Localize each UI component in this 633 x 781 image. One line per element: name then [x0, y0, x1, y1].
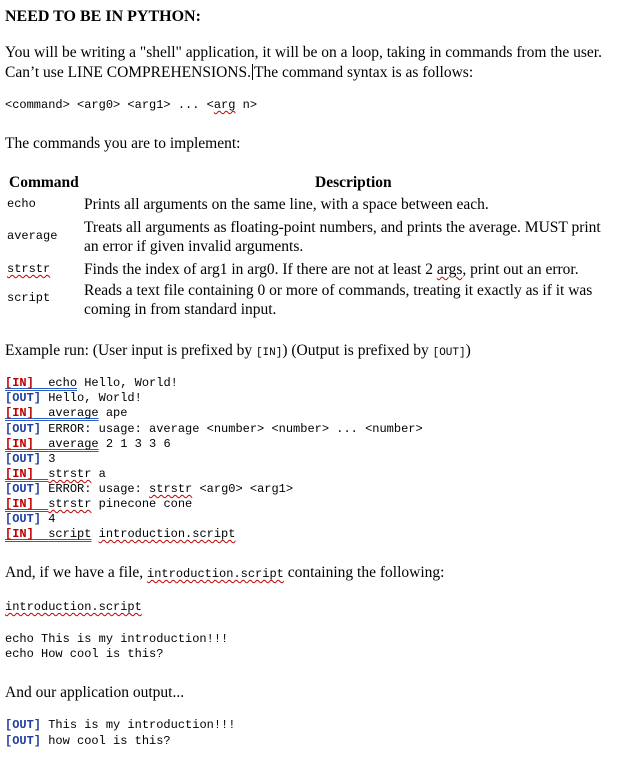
session-line-2 — [5, 392, 142, 404]
syntax-prefix: <command> <arg0> <arg1> ... < — [5, 98, 214, 112]
text-cursor — [252, 64, 253, 80]
out-tag: [OUT] — [5, 718, 42, 732]
syntax-arg: arg — [213, 98, 236, 112]
table-cell-command-echo: echo — [7, 197, 36, 211]
file-intro-b: containing the following: — [283, 564, 445, 581]
file-intro-a: And, if we have a file, — [5, 564, 148, 581]
file-intro — [5, 565, 444, 581]
out-tag: [OUT] — [5, 452, 42, 466]
session-args: Hello, World! — [77, 376, 178, 390]
file-listing-name: introduction.script — [5, 600, 142, 614]
session-line-11 — [5, 528, 235, 540]
example-out-code: [OUT] — [432, 347, 466, 359]
strstr-desc-args: args — [436, 261, 463, 278]
table-cell-desc-script-1: Reads a text file containing 0 or more of commands, treating it exactly as if it was — [84, 282, 593, 299]
in-tag: [IN] — [5, 406, 34, 420]
session-cmd: echo — [48, 376, 78, 390]
output-intro: And our application output... — [5, 684, 185, 701]
file-listing-line-1: echo This is my introduction!!! — [5, 632, 229, 646]
commands-intro: The commands you are to implement: — [5, 135, 241, 152]
session-cmd: strstr — [48, 497, 92, 511]
out-tag: [OUT] — [5, 512, 42, 526]
intro-line-2 — [5, 64, 473, 81]
session-output: Hello, World! — [41, 391, 142, 405]
session-cmd: average — [48, 406, 99, 420]
session-file: introduction.script — [98, 527, 236, 541]
session-line-9 — [5, 498, 192, 510]
session-line-10 — [5, 513, 55, 525]
session-spacer — [34, 437, 48, 451]
example-text-3: ) — [465, 342, 471, 359]
file-listing-line-2: echo How cool is this? — [5, 647, 164, 661]
example-intro — [5, 343, 471, 359]
in-tag: [IN] — [5, 437, 34, 451]
session-line-5 — [5, 438, 171, 450]
session-cmd: strstr — [48, 467, 92, 481]
table-cell-desc-script-2: coming in from standard input. — [84, 301, 277, 318]
table-cell-command-strstr: strstr — [7, 262, 51, 276]
table-cell-command-average: average — [7, 229, 58, 243]
output-text: This is my introduction!!! — [41, 718, 236, 732]
table-cell-command-script: script — [7, 291, 51, 305]
session-cmd: average — [48, 437, 99, 451]
table-header-command: Command — [9, 174, 79, 191]
output-text: how cool is this? — [41, 734, 171, 748]
session-line-3 — [5, 407, 127, 419]
session-cmd: script — [48, 527, 92, 541]
command-syntax — [5, 99, 257, 111]
in-tag: [IN] — [5, 527, 34, 541]
intro-line-2-a: Can’t use LINE COMPREHENSIONS. — [5, 64, 251, 81]
session-output-rest: <arg0> <arg1> — [192, 482, 294, 496]
session-args: pinecone cone — [91, 497, 193, 511]
output-line-1 — [5, 719, 235, 731]
session-args: a — [91, 467, 106, 481]
session-output-cmd: strstr — [149, 482, 193, 496]
session-spacer — [34, 376, 48, 390]
out-tag: [OUT] — [5, 422, 42, 436]
syntax-suffix: n> — [235, 98, 258, 112]
in-tag: [IN] — [5, 497, 34, 511]
session-line-4 — [5, 423, 423, 435]
out-tag: [OUT] — [5, 482, 42, 496]
session-args: 2 1 3 3 6 — [98, 437, 171, 451]
session-output: ERROR: usage: average <number> <number> ... <number> — [41, 422, 423, 436]
strstr-desc-c: , print out an error. — [462, 261, 579, 278]
session-spacer — [34, 406, 48, 420]
session-spacer — [34, 497, 48, 511]
session-output: 4 — [41, 512, 56, 526]
in-tag: [IN] — [5, 467, 34, 481]
out-tag: [OUT] — [5, 734, 42, 748]
table-cell-desc-strstr — [84, 261, 579, 280]
session-space — [91, 527, 98, 541]
session-line-1 — [5, 377, 178, 389]
table-header-description: Description — [315, 174, 392, 191]
table-cell-desc-average-1: Treats all arguments as floating-point numbers, and prints the average. MUST print — [84, 219, 601, 236]
session-spacer — [34, 467, 48, 481]
session-output: ERROR: usage: — [41, 482, 150, 496]
example-text-2: ) (Output is prefixed by — [282, 342, 433, 359]
strstr-desc-a: Finds the index of arg1 in arg0. If there are not at least 2 — [84, 261, 437, 278]
session-line-6 — [5, 453, 55, 465]
page-title: NEED TO BE IN PYTHON: — [5, 8, 201, 25]
table-cell-desc-echo: Prints all arguments on the same line, with a space between each. — [84, 196, 489, 213]
intro-line-2-b: The command syntax is as follows: — [254, 64, 474, 81]
session-output: 3 — [41, 452, 56, 466]
output-line-2 — [5, 735, 171, 747]
session-line-8 — [5, 483, 293, 495]
out-tag: [OUT] — [5, 391, 42, 405]
table-cell-desc-average-2: an error if given invalid arguments. — [84, 238, 304, 255]
example-in-code: [IN] — [255, 347, 283, 359]
in-tag: [IN] — [5, 376, 34, 390]
intro-line-1: You will be writing a "shell" application, it will be on a loop, taking in commands from the user. — [5, 44, 602, 61]
file-intro-name: introduction.script — [147, 567, 284, 581]
session-line-7 — [5, 468, 106, 480]
example-text-1: Example run: (User input is prefixed by — [5, 342, 256, 359]
session-args: ape — [98, 406, 128, 420]
session-spacer — [34, 527, 48, 541]
